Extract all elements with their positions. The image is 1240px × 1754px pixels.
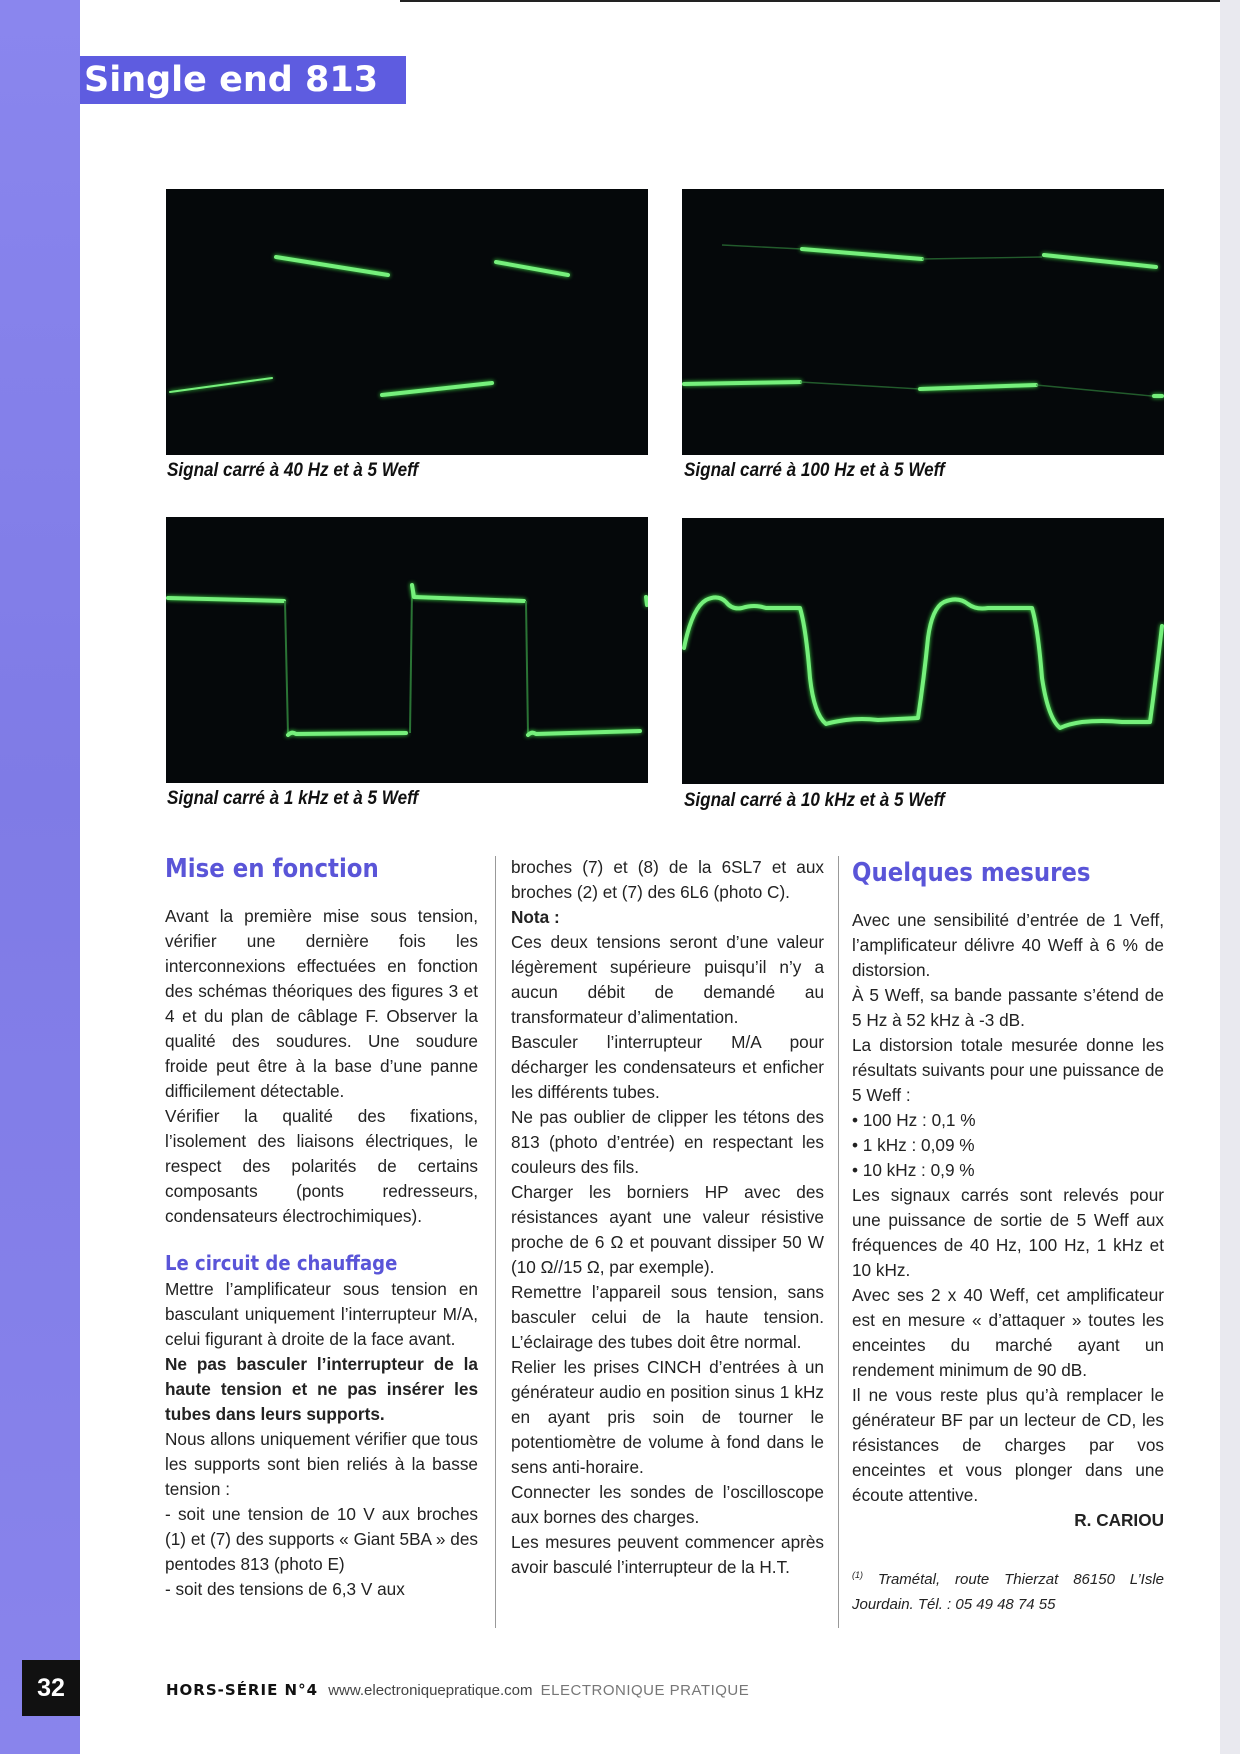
column-divider (495, 856, 496, 1628)
section-heading-quelques-mesures: Quelques mesures (852, 858, 1091, 888)
paragraph: broches (7) et (8) de la 6SL7 et aux broches (2) et (7) des 6L6 (photo C). (511, 857, 824, 902)
footnote-mark: (1) (852, 1570, 863, 1580)
caption-10khz: Signal carré à 10 kHz et à 5 Weff (684, 790, 945, 811)
list-item: • 10 kHz : 0,9 % (852, 1160, 975, 1180)
footnote (852, 1563, 1164, 1617)
warning-paragraph: Ne pas basculer l’interrupteur de la haute tension et ne pas insérer les tubes dans leurs supports. (165, 1354, 478, 1424)
left-color-band (0, 0, 80, 1754)
page-title: Single end 813 (80, 56, 406, 104)
page-number: 32 (22, 1660, 80, 1716)
paragraph: Avant la première mise sous tension, vérifier une dernière fois les interconnexions effectuées en fonction des schémas théoriques des figures 3 et 4 et du plan de câblage F. Observer la qualité des soudures. Une soudure froide peut être à la base d’une panne difficilement détectable. (165, 906, 478, 1101)
paragraph: La distorsion totale mesurée donne les résultats suivants pour une puissance de 5 Weff : (852, 1035, 1164, 1105)
scope-trace-10khz (682, 518, 1164, 784)
paragraph: Avec ses 2 x 40 Weff, cet amplificateur est en mesure « d’attaquer » toutes les enceintes du marché ayant un rendement minimum de 90 dB. (852, 1285, 1164, 1380)
caption-100hz: Signal carré à 100 Hz et à 5 Weff (684, 460, 945, 481)
footer-magazine: ELECTRONIQUE PRATIQUE (540, 1682, 750, 1699)
paragraph: Avec une sensibilité d’entrée de 1 Veff, l’amplificateur délivre 40 Weff à 6 % de distorsion. (852, 910, 1164, 980)
column-divider (838, 856, 839, 1628)
list-item: • 1 kHz : 0,09 % (852, 1135, 975, 1155)
scope-photo-40hz (166, 189, 648, 455)
footer-url[interactable]: www.electroniquepratique.com (328, 1682, 533, 1699)
scope-trace-40hz (166, 189, 648, 455)
paragraph: - soit des tensions de 6,3 V aux (165, 1579, 405, 1599)
section-heading-mise-en-fonction: Mise en fonction (165, 854, 379, 884)
column-1 (165, 852, 478, 1602)
paragraph: Remettre l’appareil sous tension, sans basculer celui de la haute tension. L’éclairage des tubes doit être normal. (511, 1282, 824, 1352)
page-edge (1220, 0, 1240, 1754)
paragraph: Ne pas oublier de clipper les tétons des 813 (photo d’entrée) en respectant les couleurs des fils. (511, 1107, 824, 1177)
paragraph: Vérifier la qualité des fixations, l’isolement des liaisons électriques, le respect des polarités de certains composants (ponts redresseurs, condensateurs électrochimiques). (165, 1106, 478, 1226)
paragraph: Connecter les sondes de l’oscilloscope aux bornes des charges. (511, 1482, 824, 1527)
scope-photo-100hz (682, 189, 1164, 455)
paragraph: - soit une tension de 10 V aux broches (1) et (7) des supports « Giant 5BA » des pentodes 813 (photo E) (165, 1504, 478, 1574)
list-item: • 100 Hz : 0,1 % (852, 1110, 976, 1130)
paragraph: À 5 Weff, sa bande passante s’étend de 5 Hz à 52 kHz à -3 dB. (852, 985, 1164, 1030)
paragraph: Nous allons uniquement vérifier que tous les supports sont bien reliés à la basse tension : (165, 1429, 478, 1499)
paragraph: Relier les prises CINCH d’entrées à un générateur audio en position sinus 1 kHz en ayant pris soin de tourner le potentiomètre de volume à fond dans le sens anti-horaire. (511, 1357, 824, 1477)
footnote-text: Tramétal, route Thierzat 86150 L’Isle Jourdain. Tél. : 05 49 48 74 55 (852, 1571, 1164, 1613)
footer (166, 1681, 749, 1699)
scope-trace-100hz (682, 189, 1164, 455)
author: R. CARIOU (1074, 1510, 1164, 1530)
top-rule (400, 0, 1220, 2)
caption-40hz: Signal carré à 40 Hz et à 5 Weff (167, 460, 419, 481)
caption-1khz: Signal carré à 1 kHz et à 5 Weff (167, 788, 419, 809)
scope-photo-1khz (166, 517, 648, 783)
paragraph: Il ne vous reste plus qu’à remplacer le générateur BF par un lecteur de CD, les résistances de charges par vos enceintes et vous plonger dans une écoute attentive. (852, 1385, 1164, 1505)
paragraph: Charger les borniers HP avec des résistances ayant une valeur résistive proche de 6 Ω et pouvant dissiper 50 W (10 Ω//15 Ω, par exemple). (511, 1182, 824, 1277)
paragraph: Ces deux tensions seront d’une valeur légèrement supérieure puisqu’il n’y a aucun débit de demandé au transformateur d’alimentation. (511, 932, 824, 1027)
footer-series: HORS-SÉRIE N°4 (166, 1681, 319, 1699)
column-2 (511, 855, 824, 1580)
scope-trace-1khz (166, 517, 648, 783)
paragraph: Basculer l’interrupteur M/A pour décharger les condensateurs et enficher les différents tubes. (511, 1032, 824, 1102)
nota-label: Nota : (511, 907, 560, 927)
scope-photo-10khz (682, 518, 1164, 784)
subheading-circuit-chauffage: Le circuit de chauffage (165, 1251, 398, 1275)
paragraph: Les mesures peuvent commencer après avoir basculé l’interrupteur de la H.T. (511, 1532, 824, 1577)
column-3 (852, 856, 1164, 1617)
paragraph: Les signaux carrés sont relevés pour une puissance de sortie de 5 Weff aux fréquences de 40 Hz, 100 Hz, 1 kHz et 10 kHz. (852, 1185, 1164, 1280)
paragraph: Mettre l’amplificateur sous tension en basculant uniquement l’interrupteur M/A, celui figurant à droite de la face avant. (165, 1279, 478, 1349)
